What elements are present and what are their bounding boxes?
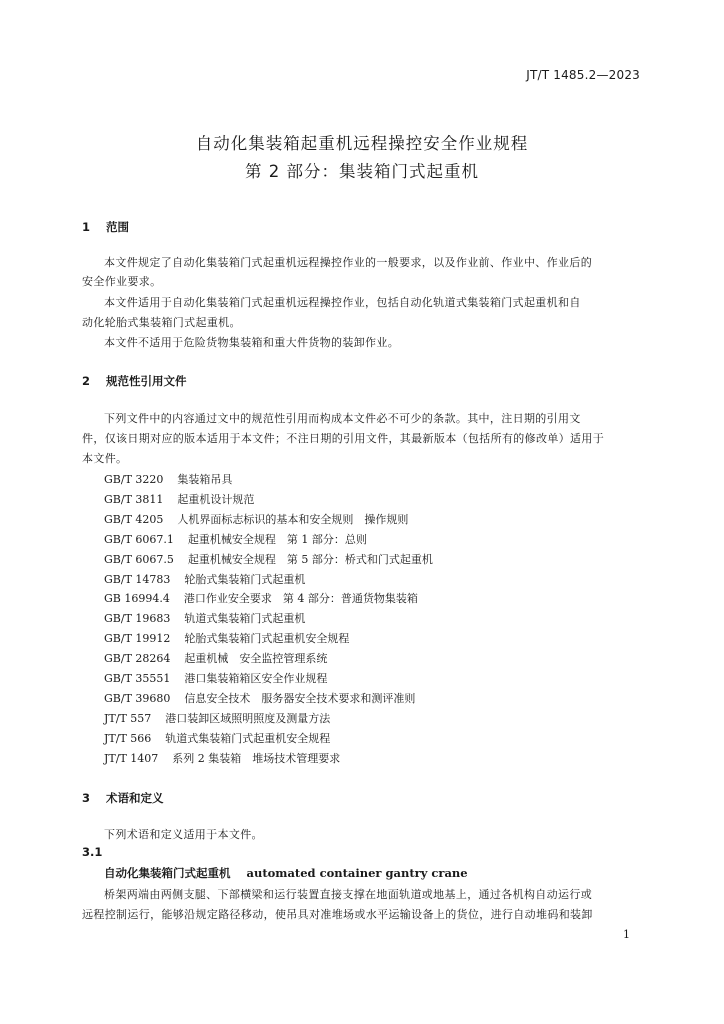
term-chinese: 自动化集装箱门式起重机: [104, 866, 231, 880]
section-1-heading: [82, 219, 129, 235]
paragraph-line: 本文件不适用于危险货物集装箱和重大件货物的装卸作业。: [104, 336, 400, 349]
reference-code: GB 16994.4: [104, 592, 170, 606]
reference-code: GB/T 35551: [104, 672, 171, 685]
reference-title: 港口作业安全要求 第 4 部分：普通货物集装箱: [183, 592, 418, 606]
reference-item: [104, 630, 349, 646]
reference-title: 起重机设计规范: [177, 492, 255, 506]
paragraph-line: 件，仅该日期对应的版本适用于本文件；不注日期的引用文件，其最新版本（包括所有的修改单）适用于: [82, 432, 605, 445]
reference-title: 轮胎式集装箱门式起重机安全规程: [184, 632, 350, 646]
reference-code: GB/T 6067.1: [104, 532, 174, 546]
reference-code: GB/T 14783: [104, 572, 171, 586]
paragraph-line: 动化轮胎式集装箱门式起重机。: [82, 316, 241, 329]
paragraph-line: 远程控制运行，能够沿规定路径移动，使吊具对准堆场或水平运输设备上的货位，进行自动堆码和装卸: [82, 908, 593, 921]
reference-item: [104, 730, 330, 746]
reference-title: 起重机械安全规程 第 1 部分：总则: [187, 532, 367, 546]
term-heading: [104, 865, 468, 881]
paragraph-line: 本文件规定了自动化集装箱门式起重机远程操控作业的一般要求，以及作业前、作业中、作业后的: [104, 256, 593, 269]
reference-item: [104, 610, 305, 626]
reference-code: GB/T 39680: [104, 691, 171, 705]
reference-code: GB/T 3811: [104, 492, 164, 506]
reference-title: 人机界面标志标识的基本和安全规则 操作规则: [177, 512, 409, 526]
reference-item: [104, 571, 305, 587]
paragraph-line: 本文件。: [82, 452, 128, 465]
reference-title: 港口装卸区域照明照度及测量方法: [165, 711, 331, 725]
paragraph-line: 安全作业要求。: [82, 275, 162, 288]
reference-title: 轮胎式集装箱门式起重机: [184, 572, 306, 586]
document-title-line2: 第 2 部分：集装箱门式起重机: [245, 162, 479, 181]
reference-title: 轨道式集装箱门式起重机: [184, 612, 306, 626]
page-number: 1: [623, 928, 630, 941]
reference-code: JT/T 557: [104, 711, 152, 725]
reference-title: 起重机械 安全监控管理系统: [184, 652, 328, 666]
reference-code: JT/T 1407: [104, 751, 159, 765]
document-title-line1: 自动化集装箱起重机远程操控安全作业规程: [195, 134, 529, 153]
reference-title: 港口集装箱箱区安全作业规程: [184, 672, 328, 685]
reference-item: [104, 511, 408, 527]
paragraph-line: 下列文件中的内容通过文中的规范性引用而构成本文件必不可少的条款。其中，注日期的引用文: [104, 412, 581, 425]
term-number: 3.1: [82, 845, 103, 859]
section-title: 规范性引用文件: [106, 374, 187, 388]
reference-title: 轨道式集装箱门式起重机安全规程: [165, 731, 331, 745]
reference-item: [104, 471, 232, 487]
section-2-heading: [82, 373, 187, 389]
reference-item: [104, 551, 433, 567]
paragraph-line: 下列术语和定义适用于本文件。: [104, 828, 263, 841]
reference-item: [104, 710, 330, 726]
reference-item: [104, 590, 418, 606]
reference-item: [104, 670, 327, 686]
reference-code: JT/T 566: [104, 731, 152, 745]
section-number: 2: [82, 374, 91, 388]
reference-title: 系列 2 集装箱 堆场技术管理要求: [172, 751, 341, 765]
paragraph-line: [82, 886, 592, 902]
reference-code: GB/T 6067.5: [104, 552, 174, 566]
paragraph-line: 本文件适用于自动化集装箱门式起重机远程操控作业，包括自动化轨道式集装箱门式起重机和自: [104, 296, 581, 309]
reference-code: GB/T 4205: [104, 512, 164, 526]
reference-item: [104, 750, 340, 766]
section-title: 术语和定义: [106, 791, 164, 805]
reference-title: 信息安全技术 服务器安全技术要求和测评准则: [184, 691, 416, 705]
reference-code: GB/T 28264: [104, 652, 171, 666]
reference-item: [104, 491, 254, 507]
section-title: 范围: [106, 220, 129, 234]
definition-text: 桥架两端由两侧支腿、下部横梁和运行装置直接支撑在地面轨道或地基上，通过各机构自动运行或: [104, 888, 593, 901]
reference-title: 集装箱吊具: [177, 473, 233, 486]
reference-code: GB/T 19683: [104, 612, 171, 626]
standard-code-header: JT/T 1485.2—2023: [526, 68, 640, 82]
reference-item: [104, 690, 415, 706]
reference-code: GB/T 3220: [104, 473, 164, 486]
reference-title: 起重机械安全规程 第 5 部分：桥式和门式起重机: [187, 552, 433, 566]
section-3-heading: [82, 790, 164, 806]
reference-item: [104, 650, 327, 666]
term-english: automated container gantry crane: [246, 866, 468, 880]
reference-code: GB/T 19912: [104, 632, 171, 646]
section-number: 1: [82, 220, 91, 234]
reference-item: [104, 531, 367, 547]
section-number: 3: [82, 791, 91, 805]
